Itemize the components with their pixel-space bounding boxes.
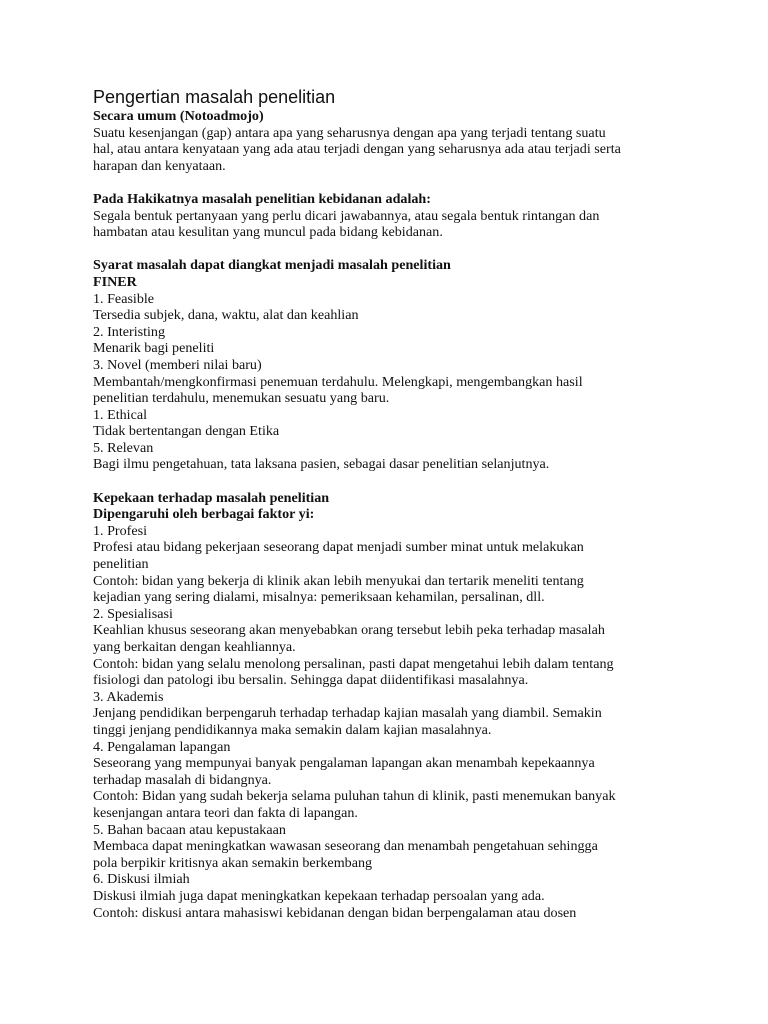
document-page: [93, 86, 733, 921]
text-line: 1. Ethical: [93, 406, 148, 423]
text-line: Jenjang pendidikan berpengaruh terhadap terhadap kajian masalah yang diambil. Semakin: [93, 705, 602, 722]
text-line: 1. Profesi: [93, 522, 148, 539]
text-line: Tidak bertentangan dengan Etika: [93, 423, 280, 440]
text-line: kesenjangan antara teori dan fakta di lapangan.: [93, 804, 358, 821]
text-line: Membaca dapat meningkatkan wawasan seseorang dan menambah pengetahuan sehingga: [93, 838, 598, 855]
text-line: Segala bentuk pertanyaan yang perlu dicari jawabannya, atau segala bentuk rintangan dan: [93, 207, 600, 224]
text-line: Contoh: bidan yang bekerja di klinik akan lebih menyukai dan tertarik meneliti tentang: [93, 572, 584, 589]
text-line: Contoh: diskusi antara mahasiswi kebidanan dengan bidan berpengalaman atau dosen: [93, 904, 577, 921]
section-heading: Syarat masalah dapat diangkat menjadi masalah penelitian: [93, 257, 451, 274]
text-line: Menarik bagi peneliti: [93, 340, 215, 357]
text-line: terhadap masalah di bidangnya.: [93, 771, 272, 788]
text-line: 5. Bahan bacaan atau kepustakaan: [93, 821, 286, 838]
text-line: penelitian terdahulu, menemukan sesuatu yang baru.: [93, 390, 390, 407]
section-heading: Kepekaan terhadap masalah penelitian: [93, 489, 330, 506]
blank-line: [93, 174, 733, 191]
text-line: 3. Akademis: [93, 688, 164, 705]
text-line: Seseorang yang mempunyai banyak pengalaman lapangan akan menambah kepekaannya: [93, 755, 595, 772]
text-line: penelitian: [93, 556, 149, 573]
text-line: 6. Diskusi ilmiah: [93, 871, 190, 888]
text-line: Bagi ilmu pengetahuan, tata laksana pasien, sebagai dasar penelitian selanjutnya.: [93, 456, 550, 473]
text-line: Profesi atau bidang pekerjaan seseorang dapat menjadi sumber minat untuk melakukan: [93, 539, 584, 556]
section-heading: Secara umum (Notoadmojo): [93, 108, 264, 124]
text-line: Keahlian khusus seseorang akan menyebabkan orang tersebut lebih peka terhadap masalah: [93, 622, 605, 639]
text-line: yang berkaitan dengan keahliannya.: [93, 639, 296, 655]
text-line: hal, atau antara kenyataan yang ada atau terjadi dengan yang seharusnya ada atau terjadi serta: [93, 141, 621, 158]
text-line: fisiologi dan patologi ibu bersalin. Sehingga dapat diidentifikasi masalahnya.: [93, 672, 529, 689]
text-line: 5. Relevan: [93, 439, 154, 456]
blank-line: [93, 473, 733, 490]
text-line: pola berpikir kritisnya akan semakin berkembang: [93, 854, 373, 871]
text-line: Membantah/mengkonfirmasi penemuan terdahulu. Melengkapi, mengembangkan hasil: [93, 373, 583, 390]
text-line: 1. Feasible: [93, 290, 155, 307]
section-heading: Dipengaruhi oleh berbagai faktor yi:: [93, 506, 315, 523]
text-line: Contoh: Bidan yang sudah bekerja selama puluhan tahun di klinik, pasti menemukan banyak: [93, 788, 616, 805]
text-line: 2. Spesialisasi: [93, 605, 173, 622]
document-body: [93, 108, 733, 921]
text-line: 4. Pengalaman lapangan: [93, 738, 231, 755]
text-line: Diskusi ilmiah juga dapat meningkatkan kepekaan terhadap persoalan yang ada.: [93, 887, 545, 904]
text-line: tinggi jenjang pendidikannya maka semakin dalam kajian masalahnya.: [93, 721, 492, 738]
section-heading: Pada Hakikatnya masalah penelitian kebidanan adalah:: [93, 190, 431, 207]
text-line: 2. Interisting: [93, 323, 166, 340]
page-title: Pengertian masalah penelitian: [93, 87, 336, 107]
text-line: hambatan atau kesulitan yang muncul pada bidang kebidanan.: [93, 224, 443, 241]
section-heading: FINER: [93, 273, 137, 290]
text-line: kejadian yang sering dialami, misalnya: pemeriksaan kehamilan, persalinan, dll.: [93, 589, 545, 606]
text-line: 3. Novel (memberi nilai baru): [93, 356, 262, 373]
blank-line: [93, 241, 733, 258]
text-line: harapan dan kenyataan.: [93, 157, 226, 174]
text-line: Tersedia subjek, dana, waktu, alat dan keahlian: [93, 307, 359, 324]
text-line: Suatu kesenjangan (gap) antara apa yang seharusnya dengan apa yang terjadi tentang suatu: [93, 124, 606, 141]
text-line: Contoh: bidan yang selalu menolong persalinan, pasti dapat mengetahui lebih dalam tentang: [93, 655, 614, 672]
